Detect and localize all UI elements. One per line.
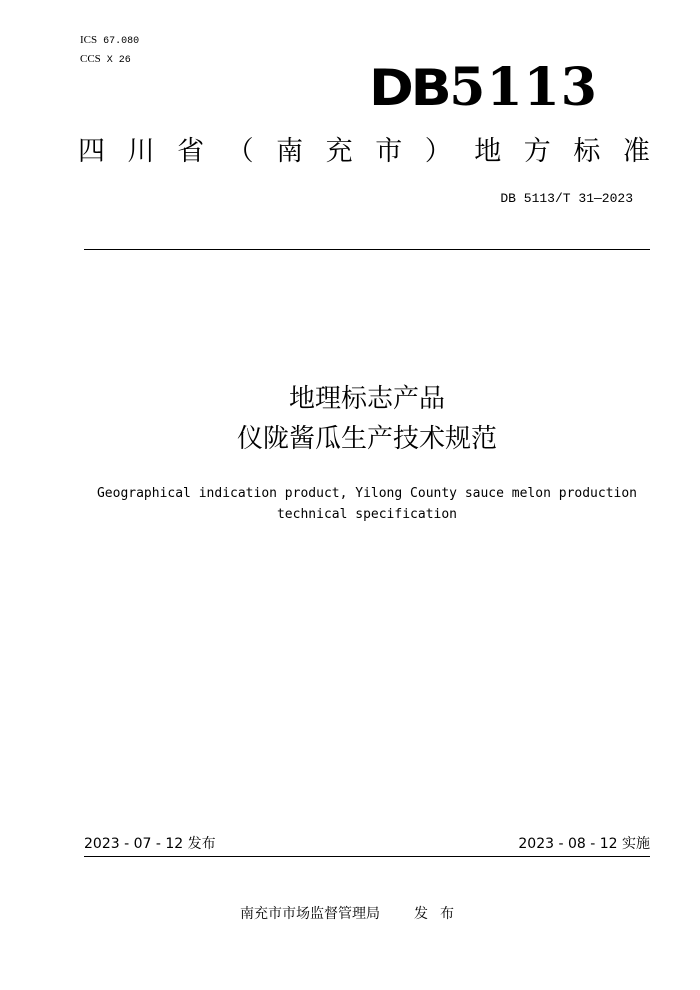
ics-code-line <box>80 33 139 49</box>
issue-date: 2023 - 07 - 12 发布 <box>84 836 216 852</box>
standard-type-char: （ <box>226 136 254 167</box>
standard-type-title <box>78 134 650 170</box>
title-en-line-2: technical specification <box>276 507 457 522</box>
ccs-code-line <box>80 52 131 68</box>
standard-type-char: 充 <box>325 136 353 167</box>
title-cn-line-1: 地理标志产品 <box>288 384 445 414</box>
standard-type-char: 四 <box>78 136 105 167</box>
standard-type-char: 方 <box>523 136 551 167</box>
title-en-line-1: Geographical indication product, Yilong County sauce melon production <box>96 486 638 501</box>
standard-type-char: ） <box>424 136 452 167</box>
bottom-divider <box>84 856 650 857</box>
standard-type-char: 准 <box>622 136 650 167</box>
top-divider <box>84 249 650 250</box>
db-logo-prefix: DB <box>368 59 449 117</box>
standard-type-char: 省 <box>177 136 205 167</box>
standard-type-char: 川 <box>127 136 155 167</box>
ccs-code: X 26 <box>106 55 131 66</box>
standard-number: DB 5113/T 31—2023 <box>500 191 633 206</box>
standard-type-char: 地 <box>474 136 502 167</box>
ccs-label: CCS <box>80 53 101 65</box>
implementation-date: 2023 - 08 - 12 实施 <box>518 836 650 852</box>
db-logo-number: 5113 <box>449 57 598 118</box>
standard-type-char: 南 <box>276 136 304 167</box>
title-cn-line-2: 仪陇酱瓜生产技术规范 <box>236 424 497 454</box>
standard-type-char: 市 <box>375 136 403 167</box>
ics-code: 67.080 <box>103 36 140 47</box>
issuer-name: 南充市市场监督管理局 <box>240 906 380 922</box>
db-logo <box>368 57 598 118</box>
issuer-line <box>240 904 466 924</box>
issuer-action: 发布 <box>414 906 466 922</box>
ics-label: ICS <box>80 34 98 46</box>
standard-type-char: 标 <box>573 136 601 167</box>
